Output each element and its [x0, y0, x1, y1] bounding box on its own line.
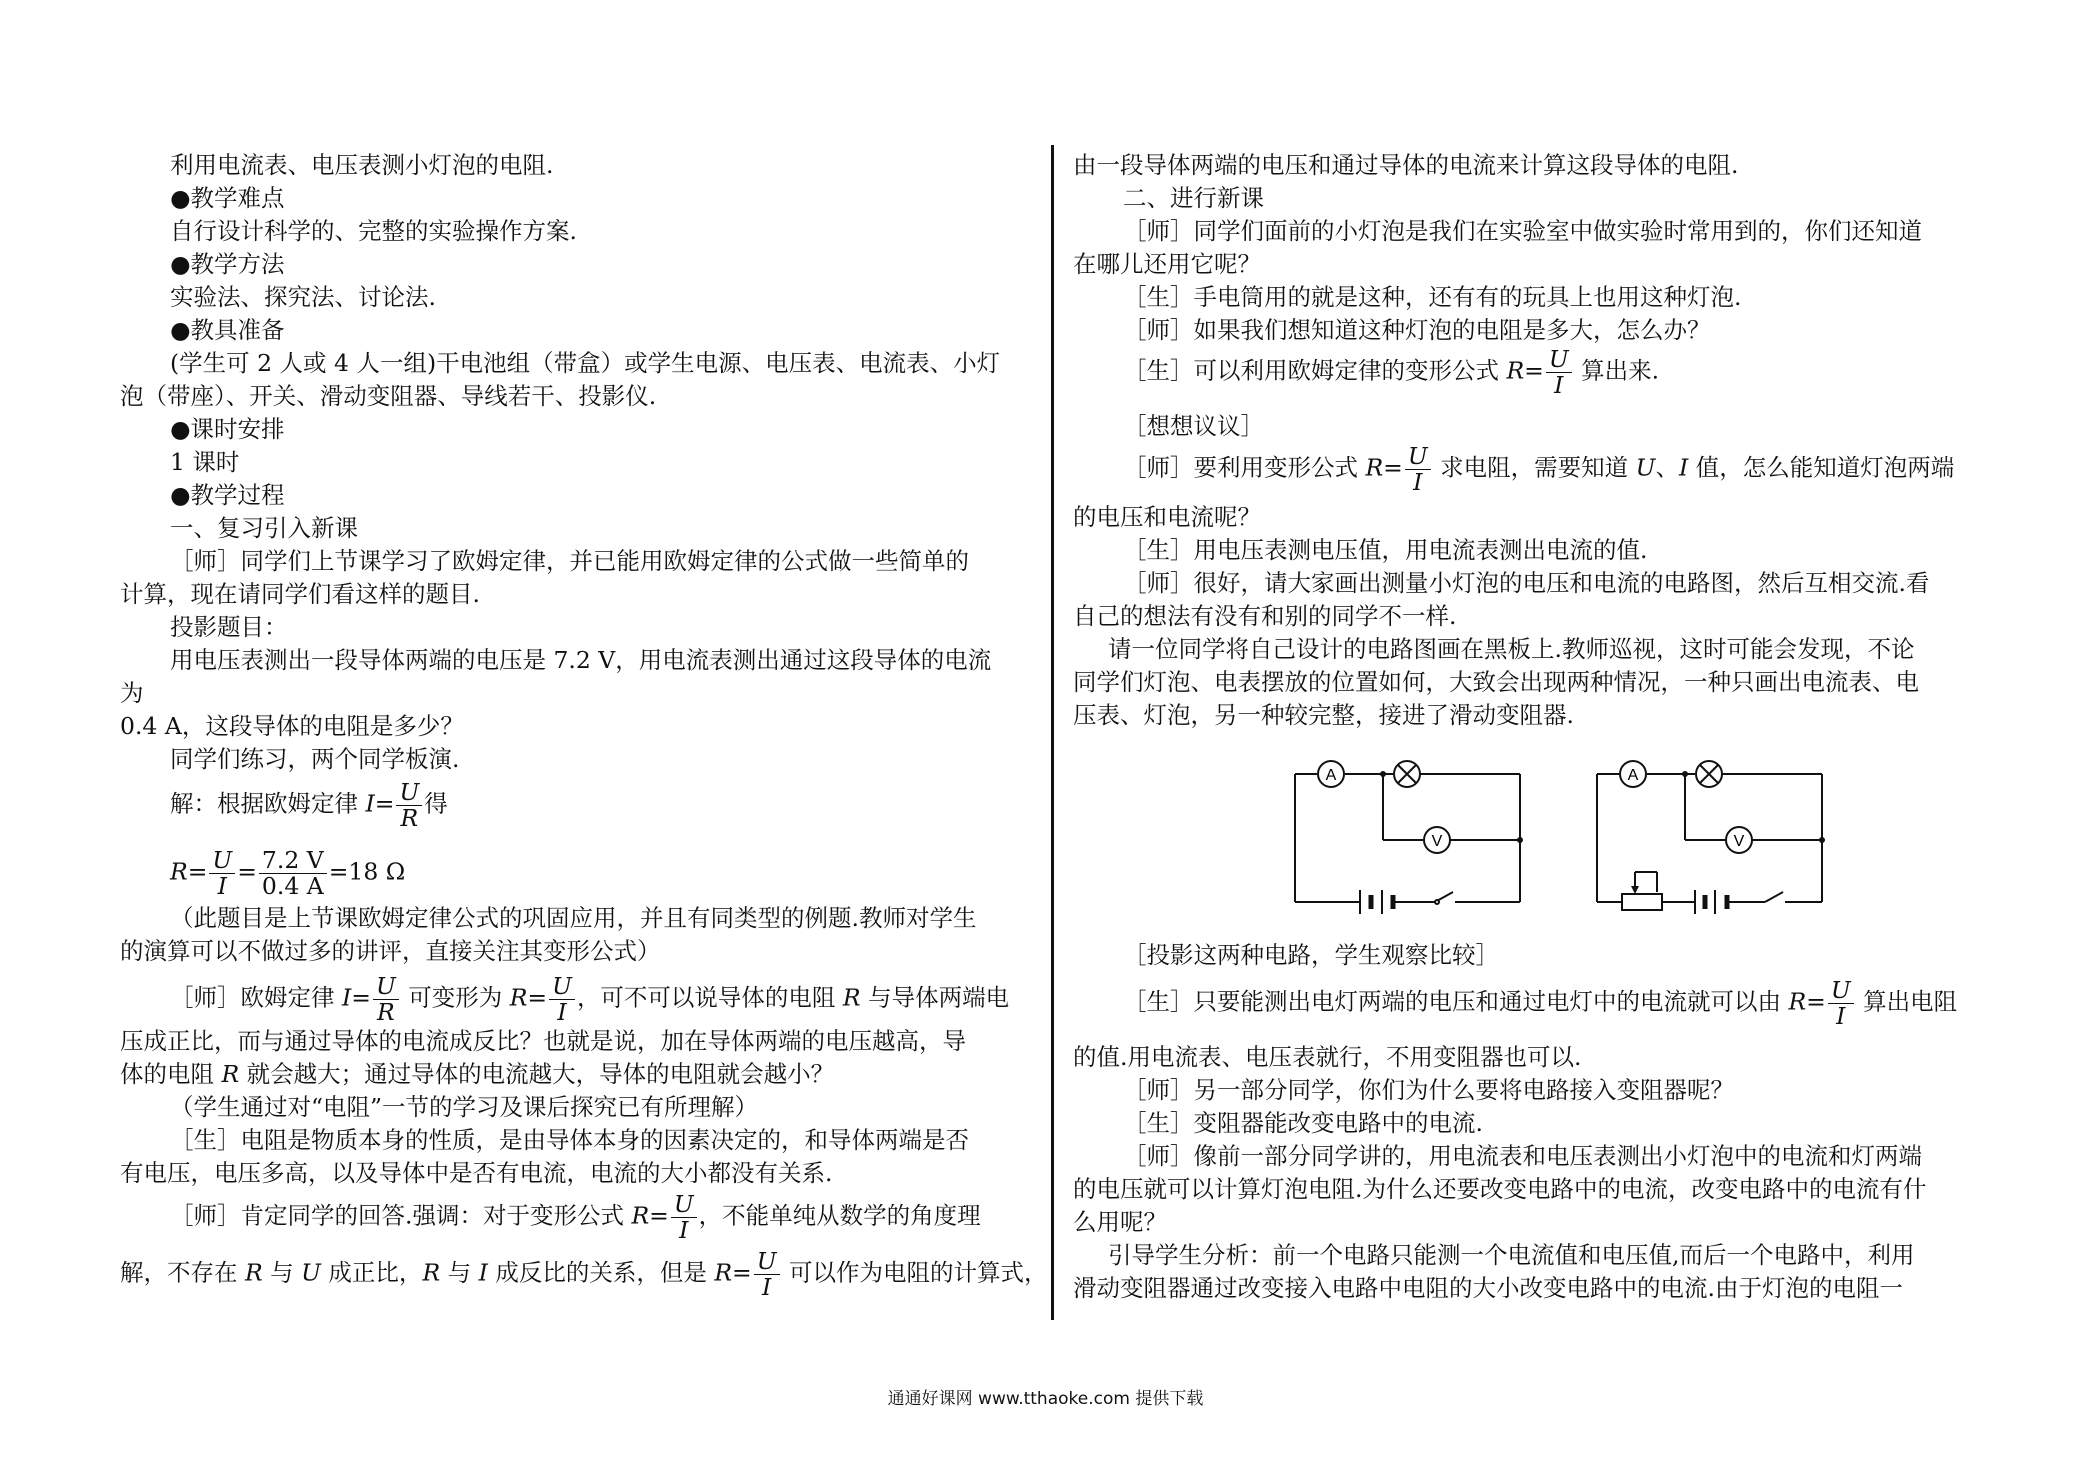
- heading-equipment: ●教具准备: [170, 316, 285, 344]
- text-line: 用电压表测出一段导体两端的电压是 7.2 V，用电流表测出通过这段导体的电流: [170, 646, 992, 674]
- text-line: 么用呢？: [1073, 1208, 1167, 1236]
- text-line: ［投影这两种电路，学生观察比较］: [1123, 941, 1499, 969]
- formula-line: 解，不存在 R 与 U 成正比，R 与 I 成反比的关系，但是 R= $\frac{U}{I}$ 可以作为电阻的计算式，: [120, 1247, 1048, 1301]
- voltmeter-label: V: [1431, 833, 1443, 850]
- text-line: ［师］很好，请大家画出测量小灯泡的电压和电流的电路图，然后互相交流.看: [1123, 569, 1930, 597]
- text-line: ［生］变阻器能改变电路中的电流.: [1123, 1109, 1483, 1137]
- text-line: 利用电流表、电压表测小灯泡的电阻.: [170, 151, 554, 179]
- fraction-u-over-r: $\frac{U}{R}$: [373, 974, 399, 1024]
- text-line: ［师］如果我们想知道这种灯泡的电阻是多大，怎么办？: [1123, 316, 1711, 344]
- fraction-values: $\frac{7.2 V}{0.4 A}$: [259, 848, 327, 898]
- circuit-diagram-rheostat: [1597, 752, 1837, 912]
- fraction-u-over-r: $\frac{U}{R}$: [396, 780, 422, 830]
- text-line: 滑动变阻器通过改变接入电路中电阻的大小改变电路中的电流.由于灯泡的电阻一: [1073, 1274, 1903, 1302]
- text-line: ［生］手电筒用的就是这种，还有有的玩具上也用这种灯泡.: [1123, 283, 1742, 311]
- text-line: （此题目是上节课欧姆定律公式的巩固应用，并且有同类型的例题.教师对学生: [170, 904, 977, 932]
- formula-line: 解：根据欧姆定律 I= $\frac{U}{R}$ 得: [170, 778, 448, 832]
- text-line: ［师］另一部分同学，你们为什么要将电路接入变阻器呢？: [1123, 1076, 1734, 1104]
- text-line: 的电压和电流呢？: [1073, 503, 1261, 531]
- text-line: 体的电阻 R 就会越大；通过导体的电流越大，导体的电阻就会越小？: [120, 1060, 835, 1088]
- text-line: ［生］用电压表测电压值，用电流表测出电流的值.: [1123, 536, 1648, 564]
- formula-line: ［师］欧姆定律 I= $\frac{U}{R}$ 可变形为 R= $\frac{U}{I}$ ，可不可以说导体的电阻 R 与导体两端电: [170, 972, 1010, 1026]
- fraction-u-over-i: $\frac{U}{I}$: [1828, 978, 1854, 1028]
- text-line: 请一位同学将自己设计的电路图画在黑板上.教师巡视，这时可能会发现，不论: [1108, 635, 1915, 663]
- text-line: （学生通过对“电阻”一节的学习及课后探究已有所理解）: [170, 1093, 759, 1121]
- calculation-line: R= $\frac{U}{I}$ = $\frac{7.2 V}{0.4 A}$ =18 Ω: [170, 846, 406, 900]
- text-line: 0.4 A，这段导体的电阻是多少？: [120, 712, 464, 740]
- heading-method: ●教学方法: [170, 250, 285, 278]
- text-line: 投影题目：: [170, 613, 288, 641]
- heading-difficulty: ●教学难点: [170, 184, 285, 212]
- section-title: 二、进行新课: [1123, 184, 1264, 212]
- text-line: ［师］同学们上节课学习了欧姆定律，并已能用欧姆定律的公式做一些简单的: [170, 547, 969, 575]
- text-line: ［师］像前一部分同学讲的，用电流表和电压表测出小灯泡中的电流和灯两端: [1123, 1142, 1922, 1170]
- text-line: 由一段导体两端的电压和通过导体的电流来计算这段导体的电阻.: [1073, 151, 1739, 179]
- text-line: 的值.用电流表、电压表就行，不用变阻器也可以.: [1073, 1043, 1582, 1071]
- fraction-u-over-i: $\frac{U}{I}$: [754, 1249, 780, 1299]
- text-line: ［想想议议］: [1123, 412, 1264, 440]
- column-divider: [1051, 145, 1054, 1320]
- text-line: 的演算可以不做过多的讲评，直接关注其变形公式）: [120, 937, 661, 965]
- text-line: ［生］电阻是物质本身的性质，是由导体本身的因素决定的，和导体两端是否: [170, 1126, 969, 1154]
- text-line: 自己的想法有没有和别的同学不一样.: [1073, 602, 1457, 630]
- text-line: 为: [120, 679, 144, 707]
- text-line: 压成正比，而与通过导体的电流成反比？也就是说，加在导体两端的电压越高，导: [120, 1027, 966, 1055]
- heading-process: ●教学过程: [170, 481, 285, 509]
- formula-line: ［师］要利用变形公式 R= $\frac{U}{I}$ 求电阻，需要知道 U、I 值，怎么能知道灯泡两端: [1123, 442, 1955, 496]
- fraction-u-over-i: $\frac{U}{I}$: [1546, 347, 1572, 397]
- text-line: 同学们练习，两个同学板演.: [170, 745, 460, 773]
- text-line: 泡（带座）、开关、滑动变阻器、导线若干、投影仪.: [120, 382, 657, 410]
- fraction-u-over-i: $\frac{U}{I}$: [209, 848, 235, 898]
- formula-line: ［生］可以利用欧姆定律的变形公式 R= $\frac{U}{I}$ 算出来.: [1123, 345, 1660, 399]
- section-title: 一、复习引入新课: [170, 514, 358, 542]
- formula-line: ［师］肯定同学的回答.强调：对于变形公式 R= $\frac{U}{I}$ ，不能单纯从数学的角度理: [170, 1190, 981, 1244]
- text-line: 自行设计科学的、完整的实验操作方案.: [170, 217, 577, 245]
- heading-schedule: ●课时安排: [170, 415, 285, 443]
- text-line: 在哪儿还用它呢？: [1073, 250, 1261, 278]
- text-line: 1 课时: [170, 448, 240, 476]
- text-line: 的电压就可以计算灯泡电阻.为什么还要改变电路中的电流，改变电路中的电流有什: [1073, 1175, 1927, 1203]
- text-line: 有电压，电压多高，以及导体中是否有电流，电流的大小都没有关系.: [120, 1159, 833, 1187]
- text-line: (学生可 2 人或 4 人一组)干电池组（带盒）或学生电源、电压表、电流表、小灯: [170, 349, 1001, 377]
- formula-line: ［生］只要能测出电灯两端的电压和通过电灯中的电流就可以由 R= $\frac{U}{I}$ 算出电阻: [1123, 976, 1958, 1030]
- text-line: 计算，现在请同学们看这样的题目.: [120, 580, 480, 608]
- circuit-diagram-simple: [1295, 752, 1535, 912]
- text-line: 压表、灯泡，另一种较完整，接进了滑动变阻器.: [1073, 701, 1574, 729]
- text-line: 实验法、探究法、讨论法.: [170, 283, 436, 311]
- fraction-u-over-i: $\frac{U}{I}$: [671, 1192, 697, 1242]
- ammeter-label: A: [1325, 767, 1337, 784]
- voltmeter-label: V: [1733, 833, 1745, 850]
- text-line: 同学们灯泡、电表摆放的位置如何，大致会出现两种情况，一种只画出电流表、电: [1073, 668, 1919, 696]
- ammeter-label: A: [1627, 767, 1639, 784]
- text-line: 引导学生分析：前一个电路只能测一个电流值和电压值,而后一个电路中，利用: [1108, 1241, 1915, 1269]
- text-line: ［师］同学们面前的小灯泡是我们在实验室中做实验时常用到的，你们还知道: [1123, 217, 1922, 245]
- fraction-u-over-i: $\frac{U}{I}$: [549, 974, 575, 1024]
- page-footer: 通通好课网 www.tthaoke.com 提供下载: [887, 1389, 1204, 1409]
- fraction-u-over-i: $\frac{U}{I}$: [1405, 444, 1431, 494]
